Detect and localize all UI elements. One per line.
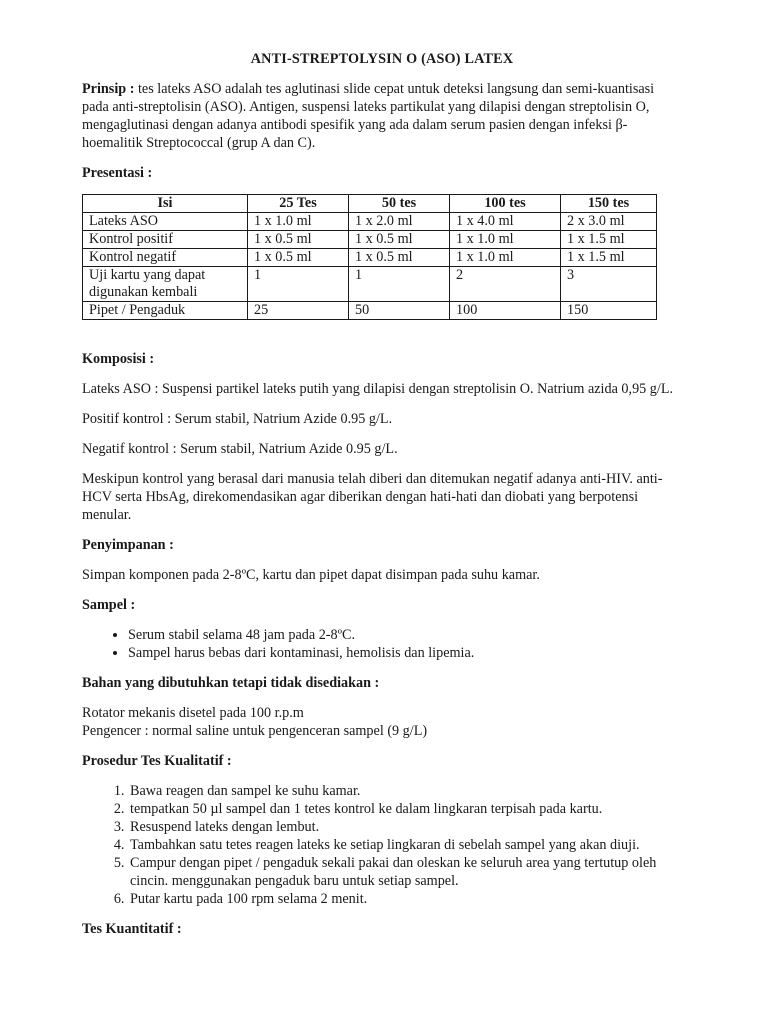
table-row xyxy=(83,231,657,249)
table-cell: 1 x 1.0 ml xyxy=(450,231,561,249)
prosedur-heading: Prosedur Tes Kualitatif : xyxy=(82,753,232,769)
table-cell: 2 x 3.0 ml xyxy=(561,213,657,231)
komposisi-paragraph: Negatif kontrol : Serum stabil, Natrium Azide 0.95 g/L. xyxy=(82,441,398,457)
table-cell: 1 x 0.5 ml xyxy=(248,231,349,249)
table-cell: 100 xyxy=(450,302,561,320)
table-cell: 3 xyxy=(561,267,657,302)
table-cell: 1 x 4.0 ml xyxy=(450,213,561,231)
table-cell: Lateks ASO xyxy=(83,213,248,231)
table-row xyxy=(83,302,657,320)
komposisi-paragraph: Lateks ASO : Suspensi partikel lateks putih yang dilapisi dengan streptolisin O. Natrium azida 0,95 g/L. xyxy=(82,381,674,397)
table-cell: Kontrol positif xyxy=(83,231,248,249)
table-cell: 1 x 1.5 ml xyxy=(561,231,657,249)
penyimpanan-text: Simpan komponen pada 2-8ºC, kartu dan pipet dapat disimpan pada suhu kamar. xyxy=(82,567,540,583)
table-header-cell: 50 tes xyxy=(349,195,450,213)
komposisi-paragraph: Meskipun kontrol yang berasal dari manusia telah diberi dan ditemukan negatif adanya anti-HIV. anti-HCV serta HbsAg, direkomendasikan agar diberikan dengan hati-hati dan diobati yang berpotensi menular. xyxy=(82,471,663,523)
list-item: 6. Putar kartu pada 100 rpm selama 2 menit. xyxy=(128,890,682,908)
bahan-line: Rotator mekanis disetel pada 100 r.p.m xyxy=(82,705,304,721)
list-item: 4. Tambahkan satu tetes reagen lateks ke setiap lingkaran di sebelah sampel yang akan diuji. xyxy=(128,836,682,854)
sampel-list xyxy=(82,626,682,662)
table-cell: 1 xyxy=(248,267,349,302)
table-row xyxy=(83,267,657,302)
presentasi-table xyxy=(82,194,657,320)
komposisi-heading: Komposisi : xyxy=(82,351,155,367)
table-header-cell: Isi xyxy=(83,195,248,213)
table-cell: 150 xyxy=(561,302,657,320)
list-item: 3. Resuspend lateks dengan lembut. xyxy=(128,818,682,836)
table-cell: 1 x 1.0 ml xyxy=(248,213,349,231)
table-cell: 2 xyxy=(450,267,561,302)
prinsip-label: Prinsip : xyxy=(82,81,135,97)
table-cell: 1 x 0.5 ml xyxy=(349,231,450,249)
bahan-block xyxy=(82,704,682,740)
table-header-cell: 25 Tes xyxy=(248,195,349,213)
table-cell: Kontrol negatif xyxy=(83,249,248,267)
document-page xyxy=(82,50,682,950)
table-cell: 50 xyxy=(349,302,450,320)
kuantitatif-heading: Tes Kuantitatif : xyxy=(82,921,182,937)
table-cell: 1 x 1.0 ml xyxy=(450,249,561,267)
komposisi-paragraph: Positif kontrol : Serum stabil, Natrium Azide 0.95 g/L. xyxy=(82,411,393,427)
list-item: • Serum stabil selama 48 jam pada 2-8ºC. xyxy=(128,626,682,644)
bahan-heading: Bahan yang dibutuhkan tetapi tidak disediakan : xyxy=(82,675,380,691)
list-item: 1. Bawa reagen dan sampel ke suhu kamar. xyxy=(128,782,682,800)
prosedur-list xyxy=(82,782,682,908)
table-cell: Uji kartu yang dapat digunakan kembali xyxy=(83,267,248,302)
bahan-line: Pengencer : normal saline untuk pengenceran sampel (9 g/L) xyxy=(82,723,428,739)
table-header-cell: 150 tes xyxy=(561,195,657,213)
table-cell: 1 x 2.0 ml xyxy=(349,213,450,231)
list-item: • Sampel harus bebas dari kontaminasi, hemolisis dan lipemia. xyxy=(128,644,682,662)
table-row xyxy=(83,249,657,267)
sampel-heading: Sampel : xyxy=(82,597,136,613)
document-title: ANTI-STREPTOLYSIN O (ASO) LATEX xyxy=(250,51,514,67)
table-header-row xyxy=(83,195,657,213)
prinsip-text: tes lateks ASO adalah tes aglutinasi slide cepat untuk deteksi langsung dan semi-kuantisasi pada anti-streptolisin (ASO). Antigen, suspensi lateks partikulat yang dilapisi dengan streptolisin O, mengaglutinasi dengan adanya antibodi spesifik yang ada dalam serum pasien dengan infeksi β-hoemalitik Streptococcal (grup A dan C). xyxy=(82,81,655,151)
table-row xyxy=(83,213,657,231)
table-cell: 1 x 1.5 ml xyxy=(561,249,657,267)
table-cell: 1 x 0.5 ml xyxy=(349,249,450,267)
table-cell: 1 xyxy=(349,267,450,302)
penyimpanan-heading: Penyimpanan : xyxy=(82,537,174,553)
table-cell: 1 x 0.5 ml xyxy=(248,249,349,267)
list-item: 2. tempatkan 50 µl sampel dan 1 tetes kontrol ke dalam lingkaran terpisah pada kartu. xyxy=(128,800,682,818)
presentasi-heading: Presentasi : xyxy=(82,165,153,181)
prinsip-paragraph xyxy=(82,80,682,152)
list-item: 5. Campur dengan pipet / pengaduk sekali pakai dan oleskan ke seluruh area yang tertutup oleh cincin. menggunakan pengaduk baru untuk setiap sampel. xyxy=(128,854,682,890)
table-cell: 25 xyxy=(248,302,349,320)
table-cell: Pipet / Pengaduk xyxy=(83,302,248,320)
table-header-cell: 100 tes xyxy=(450,195,561,213)
